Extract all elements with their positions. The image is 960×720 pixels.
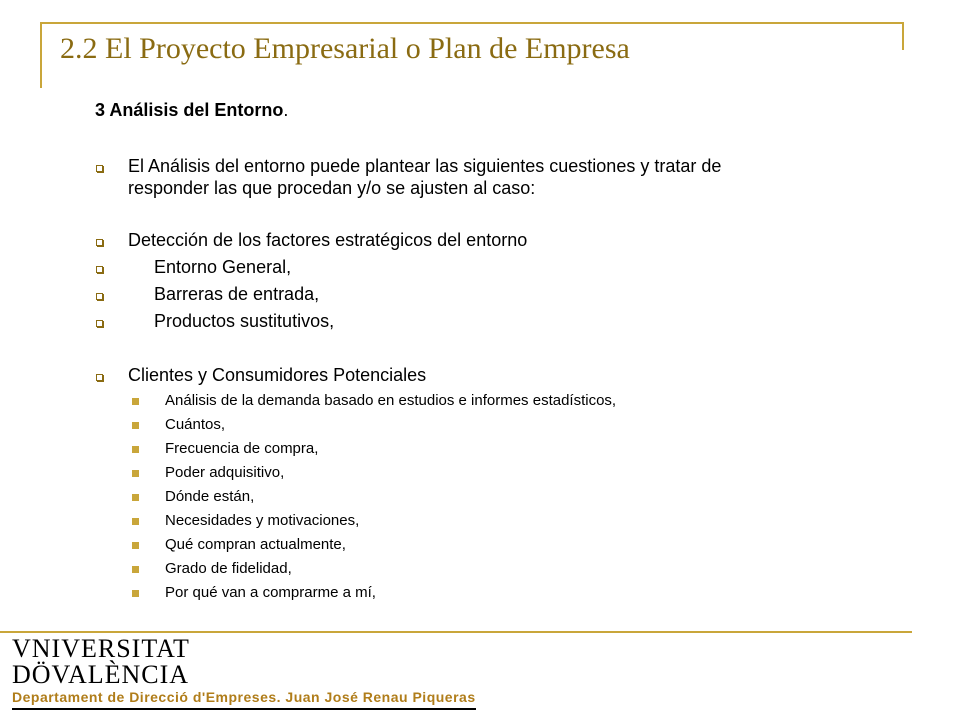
sub-bullet-icon bbox=[132, 494, 139, 501]
square-bullet-icon bbox=[96, 239, 103, 246]
square-bullet-icon bbox=[96, 165, 103, 172]
title-frame-top-rule bbox=[40, 22, 904, 24]
slide-title: 2.2 El Proyecto Empresarial o Plan de Empresa bbox=[60, 32, 630, 65]
clients-item: Grado de fidelidad, bbox=[165, 560, 292, 577]
university-logo bbox=[12, 636, 476, 710]
clients-item: Dónde están, bbox=[165, 488, 255, 505]
square-bullet-icon bbox=[96, 320, 103, 327]
sub-bullet-icon bbox=[132, 590, 139, 597]
footer-divider bbox=[0, 631, 912, 633]
clients-item: Qué compran actualmente, bbox=[165, 536, 346, 553]
clients-item: Análisis de la demanda basado en estudios e informes estadísticos, bbox=[165, 392, 617, 409]
factor-item: Productos sustitutivos, bbox=[154, 311, 335, 331]
square-bullet-icon bbox=[96, 293, 103, 300]
department-credit: Departament de Direcció d'Empreses. Juan José Renau Piqueras bbox=[12, 688, 476, 710]
intro-line-1: El Análisis del entorno puede plantear las siguientes cuestiones y tratar de bbox=[128, 156, 722, 176]
sub-bullet-icon bbox=[132, 566, 139, 573]
university-name-line2: DÖVALÈNCIA bbox=[12, 660, 190, 689]
square-bullet-icon bbox=[96, 374, 103, 381]
factor-item: Entorno General, bbox=[154, 257, 292, 277]
section-heading-text: 3 Análisis del Entorno bbox=[95, 100, 284, 120]
sub-bullet-icon bbox=[132, 542, 139, 549]
university-name-line1: VNIVERSITAT bbox=[12, 634, 190, 663]
factors-heading: Detección de los factores estratégicos del entorno bbox=[128, 230, 528, 250]
sub-bullet-icon bbox=[132, 422, 139, 429]
title-frame-right-rule bbox=[902, 22, 904, 50]
title-frame-left-rule bbox=[40, 22, 42, 88]
sub-bullet-icon bbox=[132, 398, 139, 405]
sub-bullet-icon bbox=[132, 518, 139, 525]
clients-item: Necesidades y motivaciones, bbox=[165, 512, 360, 529]
section-heading-period: . bbox=[283, 100, 289, 120]
square-bullet-icon bbox=[96, 266, 103, 273]
clients-item: Cuántos, bbox=[165, 416, 226, 433]
sub-bullet-icon bbox=[132, 446, 139, 453]
factor-item: Barreras de entrada, bbox=[154, 284, 320, 304]
sub-bullet-icon bbox=[132, 470, 139, 477]
section-heading bbox=[95, 100, 288, 121]
intro-line-2: responder las que procedan y/o se ajusten al caso: bbox=[128, 178, 536, 198]
clients-heading: Clientes y Consumidores Potenciales bbox=[128, 365, 427, 385]
clients-item: Frecuencia de compra, bbox=[165, 440, 319, 457]
clients-item: Por qué van a comprarme a mí, bbox=[165, 584, 376, 601]
clients-item: Poder adquisitivo, bbox=[165, 464, 285, 481]
